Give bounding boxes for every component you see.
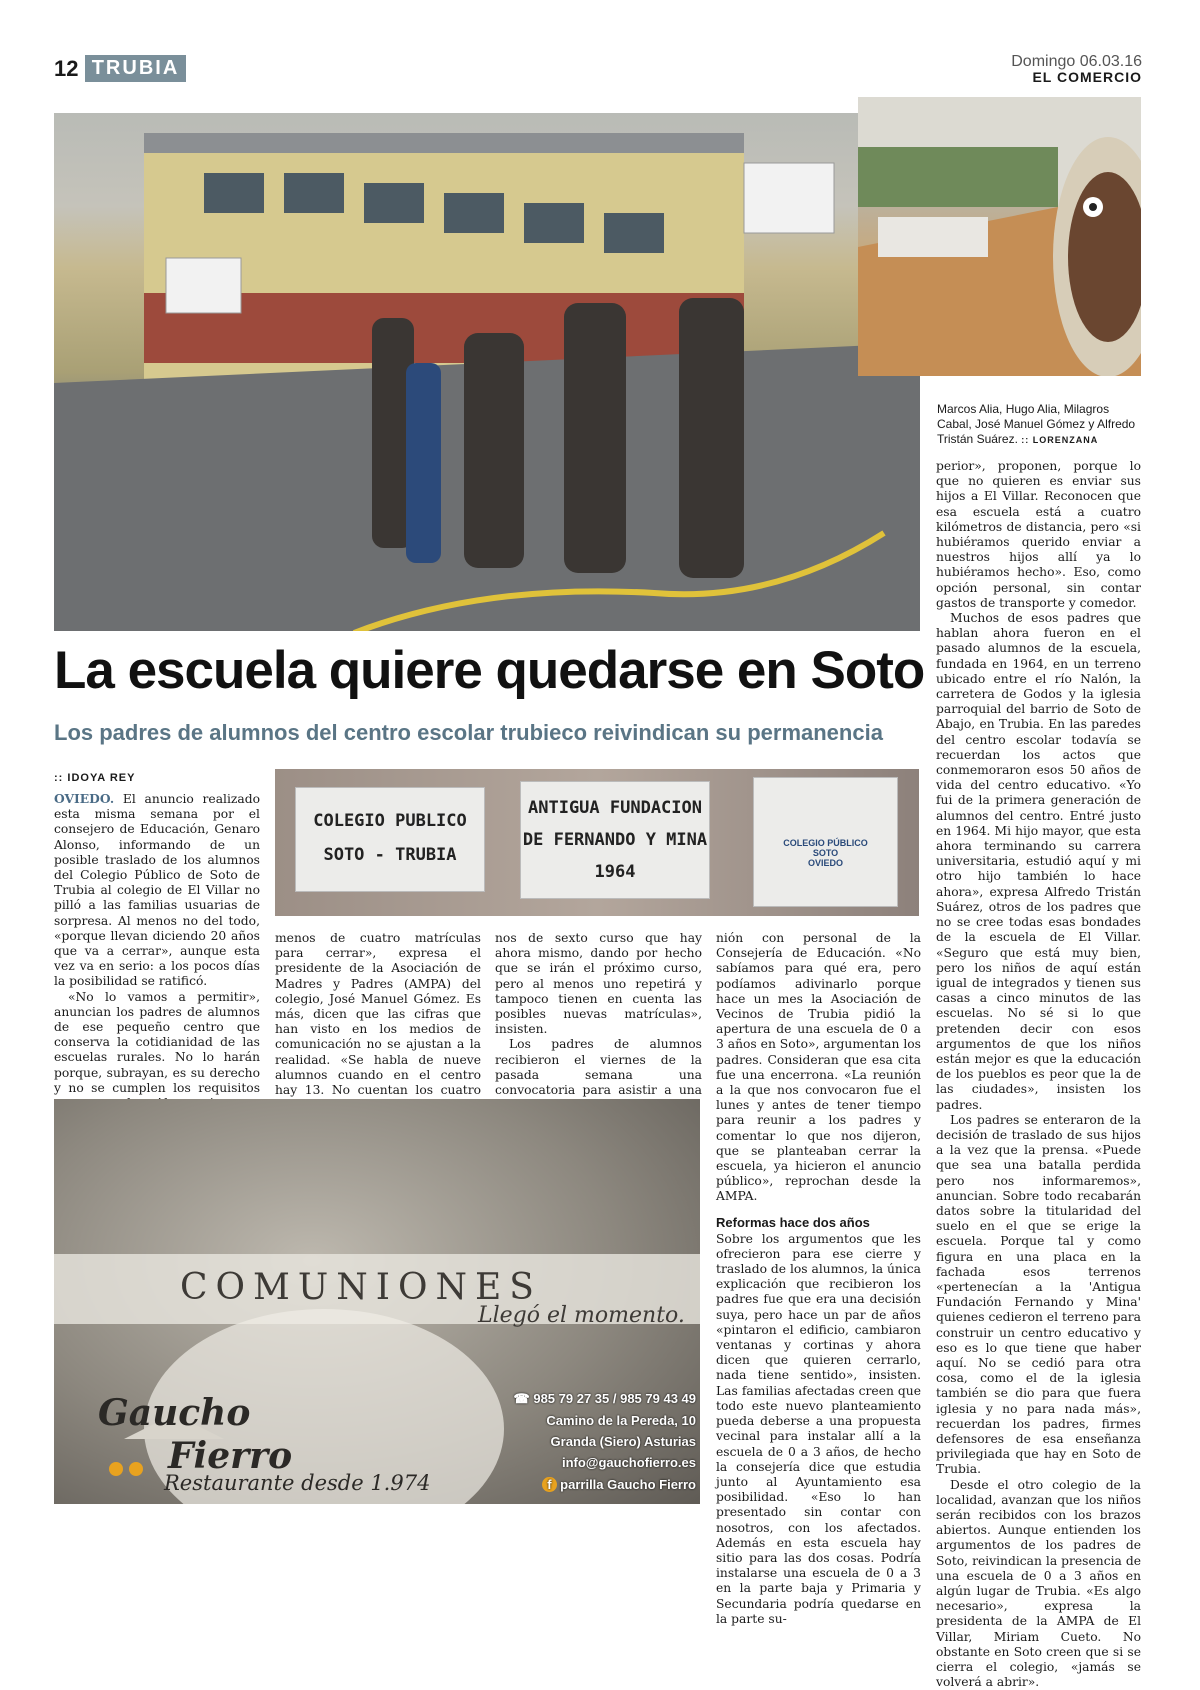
plaque-line: 1964 — [594, 862, 636, 882]
section-subtitle: Reformas hace dos años — [716, 1214, 870, 1230]
article-column-5 — [936, 459, 1141, 1690]
facebook-icon: f — [542, 1477, 556, 1492]
paragraph: menos de cuatro matrículas para cerrar», expresa el presidente de la Asociación de Madres y Padres (AMPA) del colegio, José Manuel Gómez. Es más, dicen que las cifras que han visto en los medios de comunicación no se ajustan a la realidad. «Se habla de nueve alumnos cuando en el centro hay 13. No cuentan los cuatro — [275, 931, 481, 1098]
plaque-line: ANTIGUA FUNDACION — [528, 798, 702, 818]
section-label: TRUBIA — [85, 55, 186, 82]
ad-facebook-text: parrilla Gaucho Fierro — [560, 1477, 696, 1492]
headline: La escuela quiere quedarse en Soto — [54, 641, 925, 700]
paragraph: Sobre los argumentos que les ofrecieron para ese cierre y traslado de los alumnos, la única explicación que recibieron los padres fue que era una decisión suya, pero hace un par de años «pintaron el edificio, cambiaron ventanas y cortinas y ahora dicen que quieren cerrarlo, nada tiene sentido», insisten. Las familias afectadas creen que todo este nuevo planteamiento pueda deberse a una propuesta vecinal para instalar allí a la escuela de 0 a 3 años, de hecho la consejería dice que estudia junto al Ayuntamiento esa posibilidad. «Eso lo han presentado sin contar con nosotros, con los afectados. Además en esta escuela hay sitio para las dos cosas. Podría instalarse una escuela de 0 a 3 en la parte baja y Primaria y Secundaria podría quedarse en la parte su- — [716, 1231, 921, 1626]
dateline: OVIEDO. — [54, 791, 115, 806]
ad-tagline: Restaurante desde 1.974 — [164, 1471, 431, 1495]
plaque-oviedo — [753, 777, 898, 907]
plaque-line: COLEGIO PÚBLICO — [783, 838, 868, 848]
classroom-photo — [858, 97, 1141, 376]
plaque-line: SOTO - TRUBIA — [323, 845, 457, 865]
paragraph: Muchos de esos padres que hablan ahora fueron en el pasado alumnos de la escuela, fundada en 1964, en un terreno ubicado entre el río Nalón, la carretera de Godos y la iglesia parroquial del barrio de Soto de Abajo, en Trubia. En las paredes del centro escolar todavía se recuerdan los actos que conmemoraron esos 50 años de vida del centro educativo. «Yo fui de la primera generación de alumnos del centro. Entré justo en 1964. Mi hijo mayor, que esta ahora terminando su carrera universitaria, estudió aquí y mi otro hijo también lo hace ahora», expresa Alfredo Tristán Suárez, otros de los padres que no se cree todas esas bondades de la escuela de El Villar. «Seguro que está muy bien, pero los niños de aquí están igual de integrados y tienen sus casas a cinco minutos de las escuelas. No sé si lo que pretenden decir con esos argumentos de que los niños están mejor es que la educación de los pueblos es peor que la de las ciudades», insisten los padres. — [936, 611, 1141, 1112]
article-column-4 — [716, 931, 921, 1627]
plaque-line: DE FERNANDO Y MINA — [522, 830, 708, 850]
ad-title: COMUNIONES — [180, 1267, 542, 1308]
byline: :: IDOYA REY — [54, 772, 136, 784]
paragraph-text: El anuncio realizado esta misma semana por el consejero de Educación, Genaro Alonso, informando de un posible traslado de los alumnos del Colegio Público de Soto de Trubia al colegio de El Villar no pilló a las familias usuarias de sorpresa. Al menos no del todo, «porque llevan diciendo 20 años que va a cerrar», aunque esta vez va en serio: a los pocos días la posibilidad se ratificó. — [54, 792, 260, 989]
ad-subtitle: Llegó el momento. — [478, 1303, 685, 1328]
school-yard-photo — [54, 113, 920, 631]
page-number: 12 — [54, 56, 79, 81]
subheadline: Los padres de alumnos del centro escolar trubieco reivindican su permanencia — [54, 720, 883, 745]
article-column-2 — [275, 931, 481, 1113]
classroom-illustration — [858, 97, 1141, 376]
phone-icon: ☎ — [513, 1391, 534, 1406]
ad-email-link[interactable]: info@gauchofierro.es — [561, 1455, 696, 1470]
issue-date: Domingo 06.03.16 — [1011, 53, 1142, 70]
photo-caption — [937, 402, 1140, 448]
paragraph: Desde el otro colegio de la localidad, avanzan que los niños serán recibidos con los brazos abiertos. Aunque entienden los argumentos de los padres de Soto, reivindican la presencia de una escuela de 0 a 3 años en algún lugar de Trubia. «Es algo necesario», expresa la presidenta de la AMPA de El Villar, Miriam Cueto. No obstante en Soto creen que si se cierra el colegio, «jamás se volverá a abrir». — [936, 1477, 1141, 1690]
ad-phone — [456, 1391, 696, 1407]
school-yard-illustration — [54, 113, 920, 631]
paragraph: nión con personal de la Consejería de Educación. «No sabíamos para qué era, pero podíamos adivinarlo porque hace un mes la Asociación de Vecinos de Trubia pidió la apertura de una escuela de 0 a 3 años en Soto», argumentan los padres. Consideran que esa cita fue una encerrona. «La reunión a la que nos convocaron fue el lunes y antes de tener tiempo para reunir a los padres y comentar lo que nos dijeron, que se planteaban cerrar la escuela, ya hicieron el anuncio público», reprochan desde la AMPA. — [716, 931, 921, 1204]
paragraph: «No lo vamos a permitir», anuncian los padres de alumnos de ese pequeño centro que conserva la cotidianidad de las escuelas rurales. No lo harán porque, subrayan, es su derecho y no se cumplen los requisitos — [54, 989, 260, 1095]
article-column-3 — [495, 931, 702, 1113]
plaque-line: OVIEDO — [807, 858, 843, 868]
plaque-line: COLEGIO PUBLICO — [313, 811, 467, 831]
paragraph: Los padres se enteraron de la decisión de traslado de sus hijos a la vez que la prensa. «Puede que sea una batalla perdida pero nos informaremos», anuncian. Sobre todo recabarán datos sobre la titularidad del suelo en el que se erige la escuela. Porque tal y como figura en una placa en la fachada esos terrenos «pertenecían a la 'Antigua Fundación Fernando y Mina' quienes cedieron el terreno para construir un centro educativo y eso es lo que tiene que haber aquí. No se cedió para otra cosa, como el de la iglesia también se dio para que fuera iglesia y no para nada más», recuerdan los padres, firmes defensores de esa enseñanza privilegiada que hay en Soto de Trubia. — [936, 1112, 1141, 1477]
ad-phone-text: 985 79 27 35 / 985 79 43 49 — [533, 1391, 696, 1406]
plaque-line: SOTO — [812, 848, 839, 858]
paragraph: Los padres de alumnos recibieron el viernes de la pasada semana una convocatoria para asistir a una — [495, 1037, 702, 1098]
ad-brand-line-1: Gaucho — [98, 1392, 251, 1434]
paragraph: perior», proponen, porque lo que no quieren es enviar sus hijos a El Villar. Reconocen que esa escuela está a cuatro kilómetros de distancia, pero «si hubiéramos querido enviar a nuestros hijos allí ya lo hubiéramos hecho». Eso, como opción personal, sin contar gastos de transporte y comedor. — [936, 459, 1141, 610]
paragraph: nos de sexto curso que hay ahora mismo, dando por hecho que se irán el próximo curso, pero al menos uno repetirá y tampoco tienen en cuenta las posibles nuevas matrículas», insisten. — [495, 931, 702, 1037]
newspaper-name: EL COMERCIO — [1032, 69, 1142, 85]
ad-address-line-2: Granda (Siero) Asturias — [550, 1434, 696, 1449]
ad-address-line-1: Camino de la Pereda, 10 — [546, 1413, 696, 1428]
caption-text: Marcos Alia, Hugo Alia, Milagros Cabal, José Manuel Gómez y Alfredo Tristán Suárez. — [937, 402, 1136, 446]
plaques-photo — [275, 769, 919, 916]
ad-brand-line-2: Fierro — [168, 1435, 293, 1477]
plaque-fundacion — [520, 781, 710, 899]
plaque-colegio — [295, 787, 485, 892]
article-column-1 — [54, 791, 260, 1126]
paragraph — [54, 791, 260, 990]
photo-credit: :: LORENZANA — [1021, 435, 1099, 445]
ad-facebook-link[interactable] — [456, 1477, 696, 1492]
